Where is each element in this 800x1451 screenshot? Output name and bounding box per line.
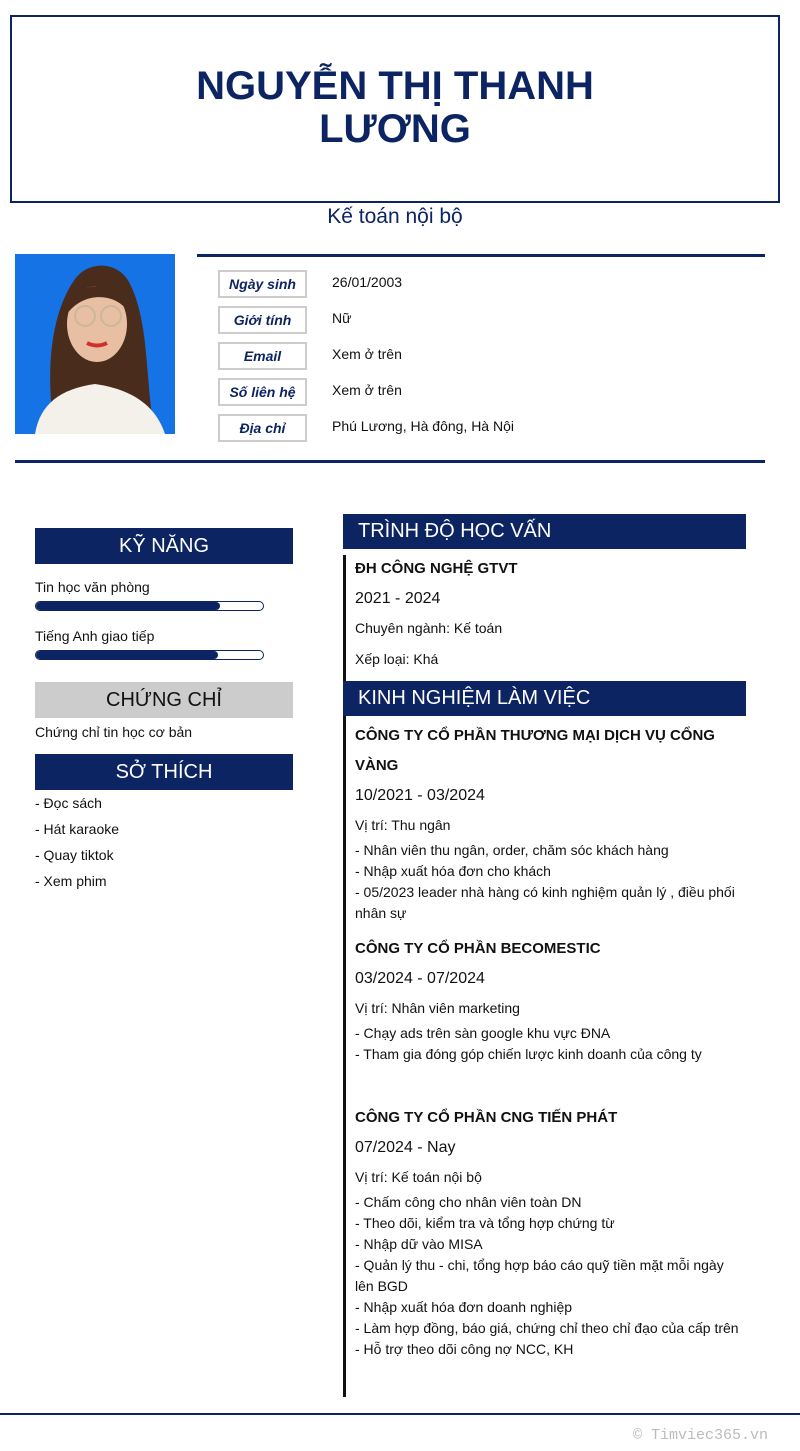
watermark: © Timviec365.vn	[632, 1427, 768, 1444]
job-position: Vị trí: Thu ngân	[355, 817, 451, 833]
job-bullet: - Chấm công cho nhân viên toàn DN	[355, 1194, 582, 1210]
footer-divider	[0, 1413, 800, 1415]
skill-name: Tiếng Anh giao tiếp	[35, 628, 155, 644]
info-row-phone	[218, 378, 800, 406]
skill-bar	[35, 650, 264, 660]
company-name: CÔNG TY CỔ PHẦN THƯƠNG MẠI DỊCH VỤ CỔNG VÀNG	[355, 727, 715, 774]
candidate-name: NGUYỄN THỊ THANH LƯƠNG	[196, 64, 594, 151]
job-bullet: - Quản lý thu - chi, tổng hợp báo cáo quỹ tiền mặt mỗi ngày lên BGD	[355, 1257, 724, 1294]
job-bullet: - Nhập xuất hóa đơn cho khách	[355, 863, 551, 879]
info-label: Số liên hệ	[218, 378, 307, 406]
job-bullet: - Nhập xuất hóa đơn doanh nghiệp	[355, 1299, 573, 1315]
company-name: CÔNG TY CỔ PHẦN CNG TIẾN PHÁT	[355, 1109, 618, 1126]
skill-bar-fill	[36, 651, 218, 659]
divider	[197, 254, 765, 257]
education-major: Chuyên ngành: Kế toán	[355, 620, 503, 636]
skill-name: Tin học văn phòng	[35, 579, 150, 595]
hobbies-heading: SỞ THÍCH	[35, 754, 293, 790]
right-column	[343, 514, 746, 1360]
skills-heading: KỸ NĂNG	[35, 528, 293, 564]
profile-photo	[15, 254, 175, 434]
info-row-gender	[218, 306, 800, 334]
info-value: 26/01/2003	[332, 274, 403, 290]
certificate-item: Chứng chỉ tin học cơ bản	[35, 724, 193, 740]
hobby-item: - Xem phim	[35, 873, 107, 889]
info-value: Nữ	[332, 310, 352, 326]
info-value: Xem ở trên	[332, 382, 402, 398]
info-label: Ngày sinh	[218, 270, 307, 298]
company-name: CÔNG TY CỔ PHẦN BECOMESTIC	[355, 940, 601, 957]
job-position: Vị trí: Kế toán nội bộ	[355, 1169, 482, 1185]
school-name: ĐH CÔNG NGHỆ GTVT	[355, 560, 518, 577]
job-bullet: - 05/2023 leader nhà hàng có kinh nghiệm quản lý , điều phối nhân sự	[355, 884, 735, 921]
info-row-email	[218, 342, 800, 370]
info-value: Xem ở trên	[332, 346, 402, 362]
info-label: Địa chỉ	[218, 414, 307, 442]
job-entry	[355, 1103, 746, 1360]
info-value: Phú Lương, Hà đông, Hà Nội	[332, 418, 514, 434]
info-label: Giới tính	[218, 306, 307, 334]
certificates-heading: CHỨNG CHỈ	[35, 682, 293, 718]
skill-bar	[35, 601, 264, 611]
job-period: 10/2021 - 03/2024	[355, 787, 485, 804]
job-bullet: - Hỗ trợ theo dõi công nợ NCC, KH	[355, 1341, 574, 1357]
job-period: 07/2024 - Nay	[355, 1139, 456, 1156]
left-column	[35, 528, 293, 894]
job-period: 03/2024 - 07/2024	[355, 970, 485, 987]
education-heading: TRÌNH ĐỘ HỌC VẤN	[343, 514, 746, 549]
job-entry	[355, 721, 746, 924]
job-bullet: - Nhân viên thu ngân, order, chăm sóc khách hàng	[355, 842, 669, 858]
hobby-item: - Đọc sách	[35, 795, 102, 811]
job-bullet: - Nhập dữ vào MISA	[355, 1236, 483, 1252]
job-bullet: - Chạy ads trên sàn google khu vực ĐNA	[355, 1025, 611, 1041]
skill-bar-fill	[36, 602, 220, 610]
info-label: Email	[218, 342, 307, 370]
job-bullet: - Theo dõi, kiểm tra và tổng hợp chứng từ	[355, 1215, 615, 1231]
divider	[15, 460, 765, 463]
job-title: Kế toán nội bộ	[317, 205, 472, 228]
experience-heading: KINH NGHIỆM LÀM VIỆC	[343, 681, 746, 716]
job-bullet: - Làm hợp đồng, báo giá, chứng chỉ theo chỉ đạo của cấp trên	[355, 1320, 739, 1336]
cv-header	[10, 15, 780, 228]
hobby-item: - Quay tiktok	[35, 847, 114, 863]
job-entry	[355, 934, 746, 1065]
job-position: Vị trí: Nhân viên marketing	[355, 1000, 520, 1016]
job-bullet: - Tham gia đóng góp chiến lược kinh doanh của công ty	[355, 1046, 702, 1062]
education-grade: Xếp loại: Khá	[355, 651, 439, 667]
info-row-birthdate	[218, 270, 800, 298]
hobby-item: - Hát karaoke	[35, 821, 120, 837]
info-row-address	[218, 414, 800, 442]
education-period: 2021 - 2024	[355, 590, 441, 607]
